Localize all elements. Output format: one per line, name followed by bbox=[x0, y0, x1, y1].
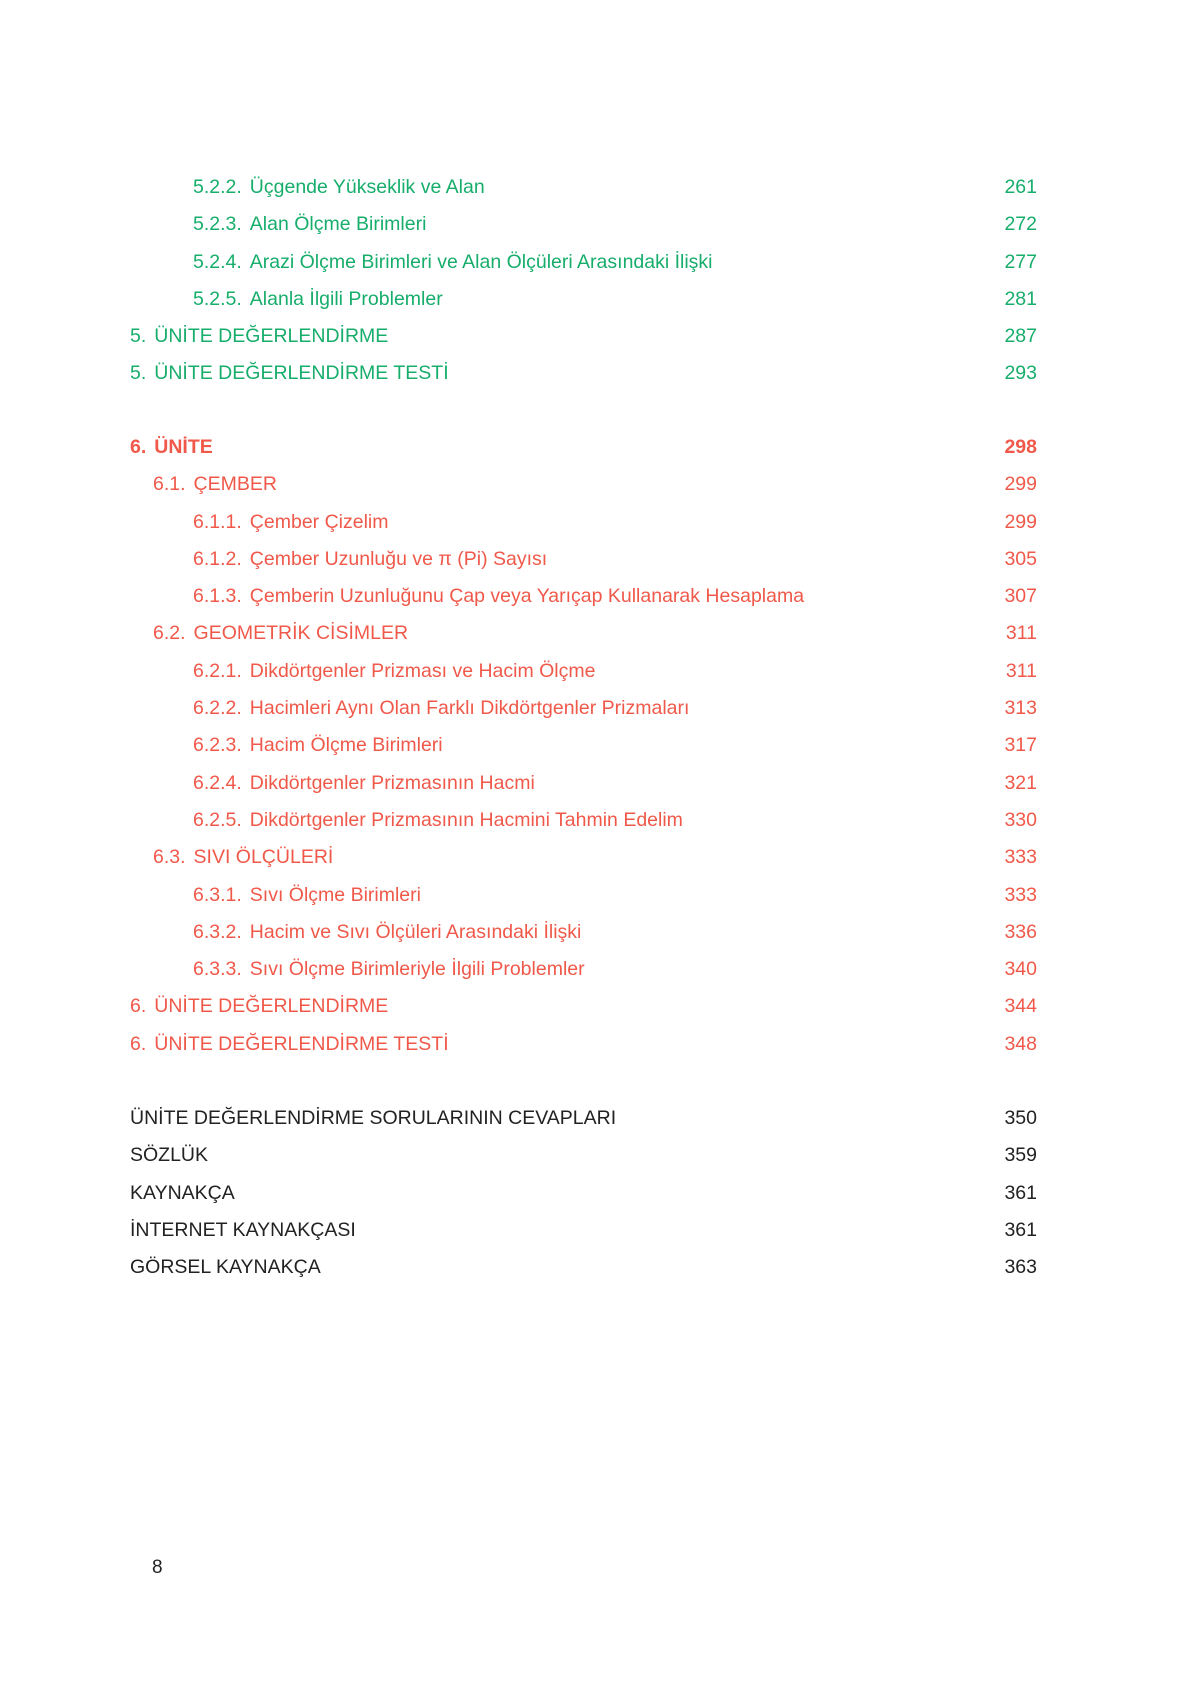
toc-entry-label bbox=[193, 504, 389, 541]
toc-entry-label bbox=[193, 206, 426, 243]
toc-unit6-section bbox=[130, 429, 1037, 1063]
toc-entry-page: 361 bbox=[1004, 1218, 1037, 1241]
dot-leader bbox=[459, 1030, 997, 1050]
toc-entry[interactable] bbox=[130, 765, 1037, 802]
toc-entry-label bbox=[193, 802, 683, 839]
dot-leader bbox=[459, 360, 997, 380]
toc-entry[interactable] bbox=[130, 169, 1037, 206]
toc-entry-title: ÜNİTE DEĞERLENDİRME TESTİ bbox=[154, 1032, 449, 1055]
toc-entry[interactable] bbox=[130, 578, 1037, 615]
toc-entry-label bbox=[153, 615, 408, 652]
dot-leader bbox=[418, 620, 998, 640]
toc-entry[interactable] bbox=[130, 1212, 1037, 1249]
dot-leader bbox=[693, 806, 997, 826]
dot-leader bbox=[218, 1142, 996, 1162]
toc-entry[interactable] bbox=[130, 466, 1037, 503]
toc-entry-page: 330 bbox=[1004, 808, 1037, 831]
toc-entry[interactable] bbox=[130, 206, 1037, 243]
toc-entry-page: 333 bbox=[1004, 883, 1037, 906]
toc-entry-title: İNTERNET KAYNAKÇASI bbox=[130, 1218, 356, 1241]
toc-entry-page: 277 bbox=[1004, 250, 1037, 273]
toc-entry[interactable] bbox=[130, 1249, 1037, 1286]
toc-entry-page: 313 bbox=[1004, 697, 1037, 720]
toc-entry[interactable] bbox=[130, 1100, 1037, 1137]
dot-leader bbox=[591, 918, 996, 938]
toc-entry-page: 321 bbox=[1004, 771, 1037, 794]
dot-leader bbox=[699, 695, 996, 715]
toc-entry-label bbox=[193, 653, 595, 690]
page-number: 8 bbox=[152, 1557, 163, 1578]
dot-leader bbox=[223, 434, 997, 454]
dot-leader bbox=[399, 508, 997, 528]
toc-entry-title: Üçgende Yükseklik ve Alan bbox=[249, 176, 485, 198]
toc-entry-number: 6. bbox=[130, 1032, 147, 1055]
dot-leader bbox=[557, 545, 996, 565]
toc-entry-title: SIVI ÖLÇÜLERİ bbox=[193, 846, 334, 869]
toc-entry-title: Alan Ölçme Birimleri bbox=[249, 213, 427, 236]
dot-leader bbox=[431, 881, 996, 901]
toc-entry-page: 261 bbox=[1004, 176, 1037, 198]
toc-entry-label bbox=[193, 541, 547, 578]
toc-entry-label bbox=[130, 1100, 616, 1137]
toc-entry-page: 293 bbox=[1004, 362, 1037, 385]
toc-entry-number: 6.3.3. bbox=[193, 958, 242, 981]
toc-entry[interactable] bbox=[130, 914, 1037, 951]
toc-entry-page: 311 bbox=[1005, 659, 1037, 682]
dot-leader bbox=[331, 1254, 997, 1274]
toc-entry[interactable] bbox=[130, 318, 1037, 355]
toc-entry[interactable] bbox=[130, 839, 1037, 876]
toc-entry-number: 5.2.2. bbox=[193, 176, 242, 198]
dot-leader bbox=[605, 657, 997, 677]
toc-entry-title: GÖRSEL KAYNAKÇA bbox=[130, 1256, 321, 1279]
toc-entry-title: Sıvı Ölçme Birimleri bbox=[249, 883, 421, 906]
toc-entry-label bbox=[130, 1175, 235, 1212]
toc-entry-title: ÇEMBER bbox=[193, 473, 277, 496]
dot-leader bbox=[245, 1179, 997, 1199]
toc-entry-title: ÜNİTE DEĞERLENDİRME bbox=[154, 995, 389, 1018]
toc-entry[interactable] bbox=[130, 429, 1037, 466]
dot-leader bbox=[366, 1216, 997, 1236]
toc-entry-number: 5.2.3. bbox=[193, 213, 242, 236]
toc-entry-label bbox=[130, 1026, 449, 1063]
toc-entry-page: 363 bbox=[1004, 1256, 1037, 1279]
toc-entry-page: 333 bbox=[1004, 846, 1037, 869]
toc-entry-title: ÜNİTE DEĞERLENDİRME SORULARININ CEVAPLARI bbox=[130, 1107, 617, 1129]
toc-entry-label bbox=[193, 169, 485, 206]
toc-entry[interactable] bbox=[130, 615, 1037, 652]
toc-entry[interactable] bbox=[130, 877, 1037, 914]
toc-entry[interactable] bbox=[130, 690, 1037, 727]
toc-entry-number: 6.2.3. bbox=[193, 734, 242, 757]
toc-entry-label bbox=[130, 355, 449, 392]
toc-entry[interactable] bbox=[130, 1175, 1037, 1212]
toc-entry-number: 6. bbox=[130, 995, 147, 1018]
toc-entry[interactable] bbox=[130, 355, 1037, 392]
toc-entry[interactable] bbox=[130, 541, 1037, 578]
toc-entry-label bbox=[153, 839, 333, 876]
toc-entry-label bbox=[193, 914, 581, 951]
toc-entry-title: ÜNİTE bbox=[154, 436, 213, 458]
toc-entry-title: SÖZLÜK bbox=[130, 1144, 209, 1167]
toc-entry-page: 359 bbox=[1004, 1144, 1037, 1167]
toc-entry[interactable] bbox=[130, 727, 1037, 764]
dot-leader bbox=[626, 1105, 996, 1125]
toc-entry-number: 5.2.5. bbox=[193, 287, 242, 310]
toc-entry-page: 344 bbox=[1004, 995, 1037, 1018]
toc-entry-number: 6.2.4. bbox=[193, 771, 242, 794]
toc-entry-page: 361 bbox=[1004, 1181, 1037, 1204]
toc-entry-label bbox=[193, 281, 443, 318]
toc-entry-number: 6.2.1. bbox=[193, 659, 242, 682]
toc-entry-label bbox=[130, 1137, 208, 1174]
toc-entry-page: 350 bbox=[1004, 1107, 1037, 1129]
toc-entry-label bbox=[193, 765, 535, 802]
toc-entry[interactable] bbox=[130, 281, 1037, 318]
dot-leader bbox=[595, 956, 997, 976]
toc-entry-title: Dikdörtgenler Prizmasının Hacmi bbox=[249, 771, 535, 794]
toc-entry-title: Hacim ve Sıvı Ölçüleri Arasındaki İlişki bbox=[249, 920, 582, 943]
dot-leader bbox=[495, 174, 997, 194]
toc-entry-label bbox=[130, 1249, 321, 1286]
toc-entry-page: 340 bbox=[1004, 958, 1037, 981]
toc-entry-title: Sıvı Ölçme Birimleriyle İlgili Problemler bbox=[249, 958, 585, 981]
toc-entry-number: 6.3.1. bbox=[193, 883, 242, 906]
toc-entry-page: 298 bbox=[1004, 436, 1037, 458]
toc-entry-label bbox=[193, 727, 443, 764]
toc-entry-number: 5. bbox=[130, 325, 147, 348]
toc-entry-label bbox=[193, 578, 804, 615]
toc-entry-title: Arazi Ölçme Birimleri ve Alan Ölçüleri Arasındaki İlişki bbox=[249, 250, 713, 273]
toc-entry[interactable] bbox=[130, 1026, 1037, 1063]
toc-entry-number: 6.2.5. bbox=[193, 808, 242, 831]
dot-leader bbox=[453, 732, 997, 752]
dot-leader bbox=[545, 769, 997, 789]
dot-leader bbox=[814, 583, 996, 603]
toc-entry-page: 336 bbox=[1004, 920, 1037, 943]
toc-entry-title: Çember Uzunluğu ve π (Pi) Sayısı bbox=[249, 547, 548, 570]
toc-entry-label bbox=[193, 877, 421, 914]
toc-entry-title: Hacim Ölçme Birimleri bbox=[249, 734, 443, 757]
toc-entry-label bbox=[193, 690, 689, 727]
toc-entry-number: 6.3. bbox=[153, 846, 186, 869]
toc-entry[interactable] bbox=[130, 1137, 1037, 1174]
toc-entry-number: 6. bbox=[130, 436, 147, 458]
dot-leader bbox=[343, 844, 996, 864]
toc-entry-page: 287 bbox=[1004, 325, 1037, 348]
toc-entry-page: 299 bbox=[1004, 473, 1037, 496]
toc-entry-title: GEOMETRİK CİSİMLER bbox=[193, 622, 409, 645]
toc-entry-title: Hacimleri Aynı Olan Farklı Dikdörtgenler Prizmaları bbox=[249, 697, 690, 720]
toc-entry-title: ÜNİTE DEĞERLENDİRME TESTİ bbox=[154, 362, 449, 385]
toc-entry-number: 6.1.1. bbox=[193, 510, 242, 533]
toc-entry-number: 6.2. bbox=[153, 622, 186, 645]
dot-leader bbox=[398, 993, 996, 1013]
dot-leader bbox=[287, 471, 996, 491]
toc-entry-number: 6.1. bbox=[153, 473, 186, 496]
toc-entry-page: 317 bbox=[1004, 734, 1037, 757]
toc-entry-number: 6.1.3. bbox=[193, 585, 242, 608]
toc-entry-label bbox=[153, 466, 277, 503]
toc-entry-label bbox=[130, 988, 388, 1025]
dot-leader bbox=[453, 285, 997, 305]
toc-entry-number: 6.2.2. bbox=[193, 697, 242, 720]
toc-entry-title: KAYNAKÇA bbox=[130, 1181, 235, 1204]
dot-leader bbox=[398, 323, 996, 343]
dot-leader bbox=[723, 248, 997, 268]
toc-entry-number: 6.1.2. bbox=[193, 547, 242, 570]
toc-entry-title: Çemberin Uzunluğunu Çap veya Yarıçap Kullanarak Hesaplama bbox=[249, 585, 805, 608]
toc-entry[interactable] bbox=[130, 504, 1037, 541]
toc-entry-page: 272 bbox=[1004, 213, 1037, 236]
toc-entry[interactable] bbox=[130, 988, 1037, 1025]
toc-entry[interactable] bbox=[130, 244, 1037, 281]
toc-entry[interactable] bbox=[130, 802, 1037, 839]
dot-leader bbox=[436, 211, 996, 231]
toc-entry-title: ÜNİTE DEĞERLENDİRME bbox=[154, 325, 389, 348]
toc-entry-title: Çember Çizelim bbox=[249, 510, 389, 533]
toc-entry-label bbox=[193, 951, 585, 988]
toc-entry-page: 305 bbox=[1004, 547, 1037, 570]
toc-entry-number: 6.3.2. bbox=[193, 920, 242, 943]
toc-entry-title: Dikdörtgenler Prizması ve Hacim Ölçme bbox=[249, 659, 596, 682]
toc-entry-title: Dikdörtgenler Prizmasının Hacmini Tahmin Edelim bbox=[249, 808, 683, 831]
toc-entry-page: 348 bbox=[1004, 1032, 1037, 1055]
toc-entry-page: 299 bbox=[1004, 510, 1037, 533]
toc-unit5-section bbox=[130, 169, 1037, 393]
toc-entry-label bbox=[130, 429, 213, 466]
toc-entry[interactable] bbox=[130, 951, 1037, 988]
toc-entry-page: 307 bbox=[1004, 585, 1037, 608]
toc-entry-label bbox=[130, 318, 388, 355]
toc-entry-label bbox=[130, 1212, 356, 1249]
toc-entry-number: 5. bbox=[130, 362, 147, 385]
toc-entry-label bbox=[193, 244, 713, 281]
toc-entry-page: 281 bbox=[1004, 287, 1037, 310]
toc-entry[interactable] bbox=[130, 653, 1037, 690]
toc-entry-title: Alanla İlgili Problemler bbox=[249, 287, 443, 310]
toc-back-matter-section bbox=[130, 1100, 1037, 1286]
toc-entry-number: 5.2.4. bbox=[193, 250, 242, 273]
toc-entry-page: 311 bbox=[1005, 622, 1037, 645]
